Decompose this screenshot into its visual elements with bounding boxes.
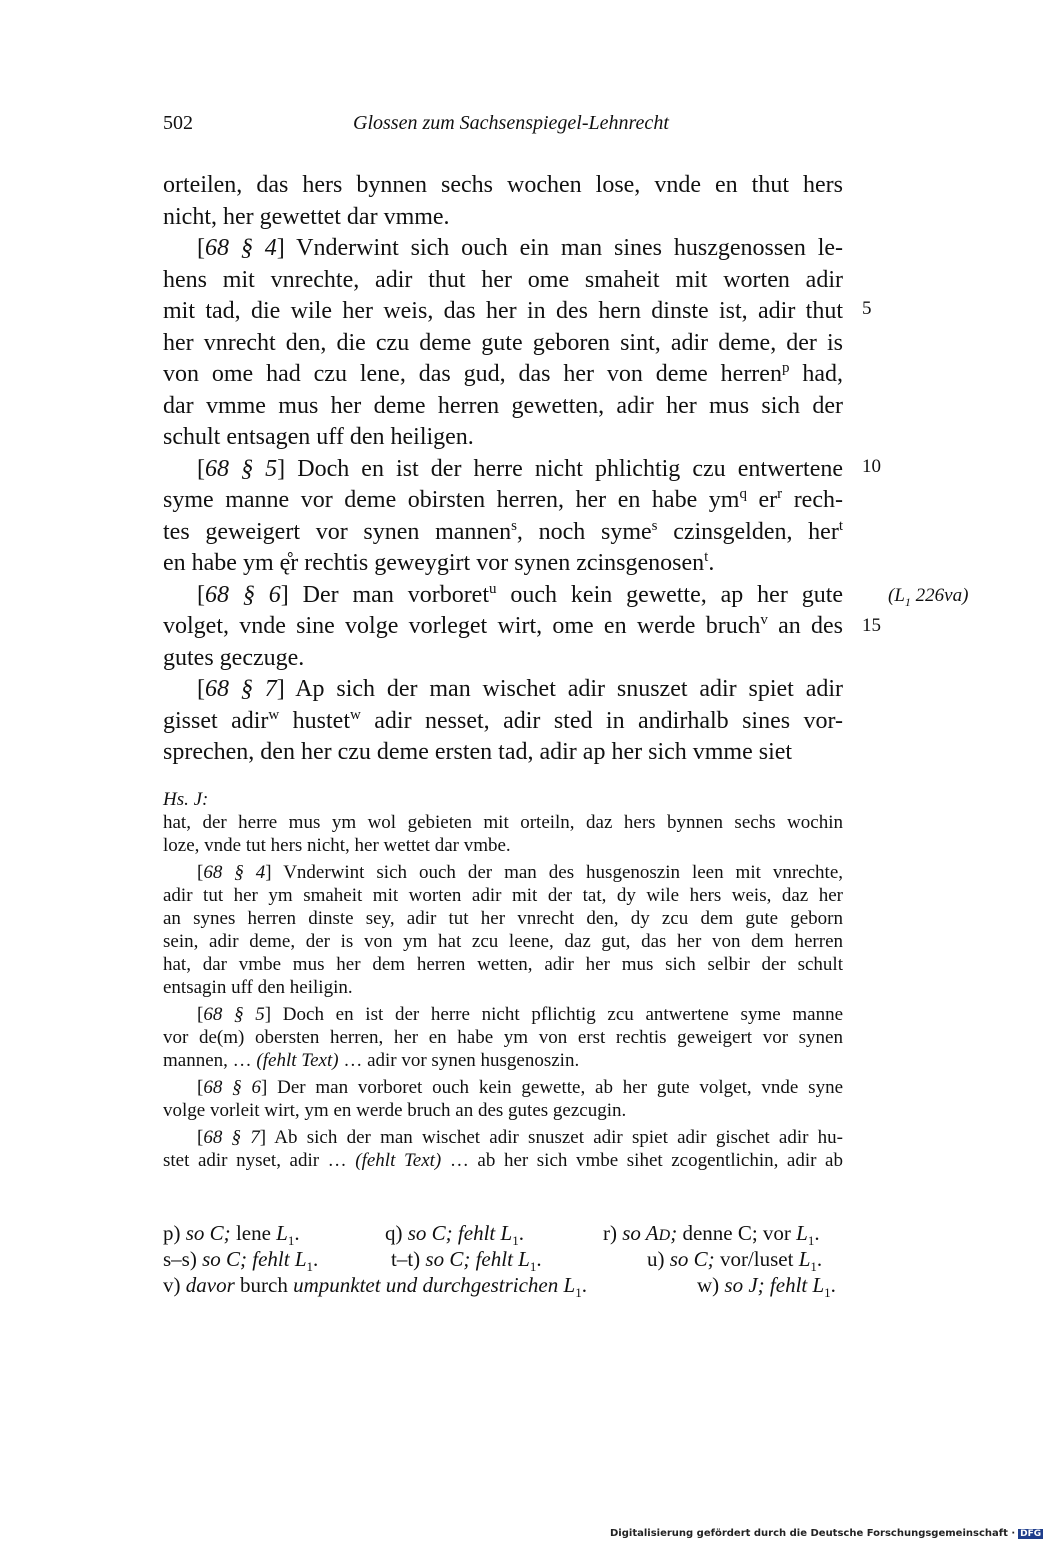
- footnote-u: u) so C; vor/luset $L_1$.: [647, 1247, 823, 1275]
- hs-line: [68 § 5] Doch en ist der herre nicht pflichtig zcu antwertene syme manne: [197, 1004, 844, 1025]
- section-ref: 68 § 5: [203, 1004, 265, 1025]
- hs-line: entsagin uff den heiligin.: [163, 977, 353, 998]
- hs-line: hat, dar vmbe mus her dem herren wetten, adir her mus sich selbir der schult: [163, 954, 843, 975]
- footnote-mark: t: [838, 517, 843, 534]
- footnote-row: [163, 1246, 843, 1275]
- running-title: Glossen zum Sachsenspiegel-Lehnrecht: [353, 112, 669, 134]
- digitization-credit: Digitalisierung gefördert durch die Deutsche Forschungsgemeinschaft · DFG: [610, 1528, 1042, 1539]
- footnote-q: q) so C; fehlt $L_1$.: [385, 1221, 524, 1249]
- page-number: 502: [163, 112, 193, 134]
- footnotes: [163, 1220, 843, 1301]
- line-number: 15: [862, 615, 881, 636]
- missing-text-note: (fehlt Text): [355, 1150, 442, 1171]
- main-line: orteilen, das hers bynnen sechs wochen lose, vnde en thut hers: [163, 172, 843, 198]
- hs-line: [68 § 7] Ab sich der man wischet adir snuszet adir spiet adir gischet adir hu-: [197, 1127, 843, 1148]
- hs-line: mannen, … (fehlt Text) … adir vor synen husgenoszin.: [163, 1050, 580, 1071]
- footnote-row: [163, 1272, 843, 1301]
- hs-line: loze, vnde tut hers nicht, her wettet dar vmbe.: [163, 835, 511, 856]
- section-ref: 68 § 7: [205, 676, 277, 702]
- footnote-mark: w: [268, 706, 280, 723]
- hs-line: hat, der herre mus ym wol gebieten mit orteiln, daz hers bynnen sechs wochin: [163, 812, 843, 833]
- hs-line: vor de(m) obersten herren, her en habe ym von erst rechtis geweigert vor synen: [163, 1027, 843, 1048]
- footnote-mark: r: [777, 486, 783, 502]
- section-ref: 68 § 6: [205, 581, 281, 608]
- hs-line: [68 § 4] Vnderwint sich ouch der man des husgenoszin leen mit vnrechte,: [197, 862, 843, 883]
- section-ref: 68 § 7: [203, 1127, 260, 1148]
- main-line: von ome had czu lene, das gud, das her von deme herren$^p$ had,: [163, 360, 843, 387]
- main-line: mit tad, die wile her weis, das her in des hern dinste ist, adir thut: [163, 298, 843, 324]
- main-line: gutes geczuge.: [163, 644, 305, 671]
- main-line: [68 § 6] Der man vorboret$^u$ ouch kein gewette, ap her gute: [197, 580, 844, 608]
- footnote-row: [163, 1220, 843, 1249]
- footnote-mark: u: [489, 580, 497, 597]
- hs-line: sein, adir deme, der is von ym hat zcu leene, daz gut, das her von dem herren: [163, 931, 843, 952]
- footnote-mark: q: [739, 486, 747, 502]
- footnote-mark: s: [651, 517, 658, 534]
- main-line: [68 § 7] Ap sich der man wischet adir snuszet adir spiet adir: [197, 676, 844, 702]
- main-line: schult entsagen uff den heiligen.: [163, 424, 474, 450]
- hs-line: volge vorleit wirt, ym en werde bruch an des gutes gezcugin.: [163, 1100, 627, 1121]
- main-line: [68 § 4] Vnderwint sich ouch ein man sines huszgenossen le-: [197, 235, 844, 261]
- main-line: sprechen, den her czu deme ersten tad, adir ap her sich vmme siet: [163, 739, 793, 765]
- main-line: tes geweigert vor synen mannen$^s$, noch syme$^s$ czinsgelden, her$^t$: [163, 517, 843, 545]
- footnote-r: r) so AD; denne C; vor $L_1$.: [603, 1221, 820, 1249]
- main-line: nicht, her gewettet dar vmme.: [163, 203, 450, 230]
- footnote-p: p) so C; lene $L_1$.: [163, 1221, 300, 1249]
- hs-line: adir tut her ym smaheit mit worten adir mit der tat, dy wile hers weis, daz her: [163, 885, 843, 906]
- section-ref: 68 § 5: [205, 455, 278, 482]
- footnote-mark: t: [704, 549, 709, 565]
- line-number: 10: [862, 456, 881, 477]
- main-line: [68 § 5] Doch en ist der herre nicht phlichtig czu entwertene: [197, 455, 844, 482]
- section-ref: 68 § 4: [203, 862, 266, 883]
- main-line: syme manne vor deme obirsten herren, her en habe $ym^q$ $er^r$ rech-: [163, 486, 843, 513]
- section-ref: 68 § 6: [203, 1077, 261, 1098]
- hs-line: [68 § 6] Der man vorboret ouch kein gewette, ab her gute volget, vnde syne: [197, 1077, 843, 1098]
- footnote-mark: v: [760, 612, 768, 628]
- hs-line: stet adir nyset, adir … (fehlt Text) … ab her sich vmbe sihet zcogentlichin, adir ab: [163, 1150, 843, 1171]
- line-number: 5: [862, 298, 872, 319]
- footnote-mark: s: [511, 517, 517, 534]
- main-line: dar vmme mus her deme herren gewetten, adir her mus sich der: [163, 392, 843, 419]
- footnote-v: v) davor burch umpunktet und durchgestrichen $L_1$.: [163, 1273, 587, 1301]
- main-text: [163, 170, 843, 769]
- footnote-w: w) so J; fehlt $L_1$.: [697, 1273, 836, 1301]
- dfg-logo: DFG: [1020, 1529, 1042, 1539]
- running-header: [163, 112, 843, 140]
- main-line: volget, vnde sine volge vorleget wirt, ome en werde bruch$^v$ an des: [163, 612, 843, 639]
- footnote-s: s–s) so C; fehlt $L_1$.: [163, 1247, 319, 1275]
- main-line: en habe ym ę̊r rechtis geweygirt vor synen zcinsgenosen$^t$.: [163, 549, 715, 576]
- main-line: her vnrecht den, die czu deme gute geboren sint, adir deme, der is: [163, 329, 843, 356]
- section-ref: 68 § 4: [205, 235, 277, 261]
- main-line: gisset adir$^w$ hustet$^w$ adir nesset, adir sted in andirhalb sines vor-: [163, 706, 844, 734]
- footnote-mark: w: [350, 706, 361, 723]
- hs-line: an synes herren dinste sey, adir tut her vnrecht den, dy zcu dem gute geborn: [163, 908, 843, 929]
- missing-text-note: (fehlt Text): [256, 1050, 339, 1071]
- main-line: hens mit vnrechte, adir thut her ome smaheit mit worten adir: [163, 266, 843, 293]
- manuscript-j-text: [163, 788, 843, 1172]
- footnote-t: t–t) so C; fehlt $L_1$.: [391, 1247, 542, 1275]
- footnote-mark: p: [781, 360, 790, 376]
- manuscript-label: Hs. J:: [163, 789, 209, 810]
- margin-note: ($L_1$ 226va): [888, 585, 969, 609]
